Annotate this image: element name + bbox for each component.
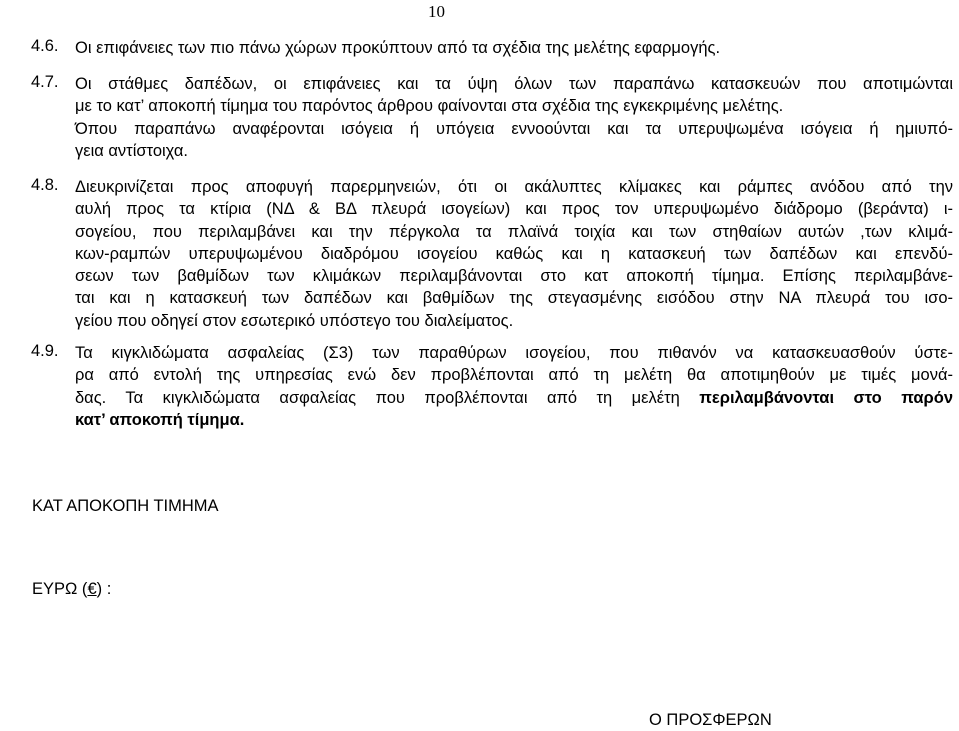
euro-amount-label	[32, 580, 111, 599]
euro-suffix: ) :	[96, 580, 112, 598]
paragraph-line: γεια αντίστοιχα.	[75, 141, 189, 160]
paragraph-line: Οι επιφάνειες των πιο πάνω χώρων προκύπτουν από τα σχέδια της μελέτης εφαρμογής.	[75, 39, 721, 57]
bold-emphasis: περιλαμβάνονται στο παρόν	[699, 388, 953, 407]
bold-emphasis-line: κατ’ αποκοπή τίμημα.	[75, 410, 245, 429]
paragraph-line: κων-ραμπών υπερυψωμένου διαδρόμου ισογείου καθώς και η κατασκευή των δαπέδων και επενδύ-	[75, 244, 953, 263]
page-number: 10	[428, 2, 445, 21]
paragraph-line: σογείου, που περιλαμβάνει και την πέργκολα τα πλαϊνά τοιχία και των στηθαίων αυτών ,των κλιμά-	[75, 222, 953, 241]
section-number: 4.9.	[31, 342, 59, 360]
paragraph-line: ρα από εντολή της υπηρεσίας ενώ δεν προβλέπονται από τη μελέτη θα αποτιμηθούν με τιμές μονά-	[75, 366, 953, 385]
section-number: 4.8.	[31, 176, 59, 194]
paragraph-line: Διευκρινίζεται προς αποφυγή παρερμηνειών, ότι οι ακάλυπτες κλίμακες και ράμπες ανόδου από την	[75, 178, 953, 196]
signature-label: Ο ΠΡΟΣΦΕΡΩΝ	[649, 711, 772, 729]
section-number: 4.7.	[31, 73, 59, 91]
paragraph-line: Όπου παραπάνω αναφέρονται ισόγεια ή υπόγεια εννοούνται και τα υπερυψωμένα ισόγεια ή ημιυπό-	[75, 119, 953, 138]
euro-symbol: €	[87, 580, 97, 598]
paragraph-line: Τα κιγκλιδώματα ασφαλείας (Σ3) των παραθύρων ισογείου, που πιθανόν να κατασκευασθούν ύστε-	[75, 344, 953, 362]
paragraph-line-text: δας. Τα κιγκλιδώματα ασφαλείας που προβλέπονται από τη μελέτη	[75, 388, 700, 407]
paragraph-line: με το κατ’ αποκοπή τίμημα του παρόντος άρθρου φαίνονται στα σχέδια της εγκεκριμένης μελέτης.	[75, 97, 784, 116]
euro-prefix: ΕΥΡΩ (	[32, 580, 88, 598]
paragraph-line: Οι στάθμες δαπέδων, οι επιφάνειες και τα ύψη όλων των παραπάνω κατασκευών που αποτιμώνται	[75, 75, 953, 93]
paragraph-line: αυλή προς τα κτίρια (ΝΔ & ΒΔ πλευρά ισογείων) και προς τον υπερυψωμένο διάδρομο (βεράντα) ι-	[75, 200, 953, 219]
paragraph-line	[75, 387, 953, 409]
paragraph-line: ται και η κατασκευή των δαπέδων και βαθμίδων της στεγασμένης εισόδου στην ΝΑ πλευρά του ισο-	[75, 289, 953, 308]
paragraph-line: σεων των βαθμίδων των κλιμάκων περιλαμβάνονται στο κατ αποκοπή τίμημα. Επίσης περιλαμβάνε-	[75, 267, 953, 286]
price-label: ΚΑΤ ΑΠΟΚΟΠΗ ΤΙΜΗΜΑ	[32, 497, 219, 515]
paragraph-line: γείου που οδηγεί στον εσωτερικό υπόστεγο του διαλείματος.	[75, 311, 514, 330]
section-number: 4.6.	[31, 37, 59, 55]
